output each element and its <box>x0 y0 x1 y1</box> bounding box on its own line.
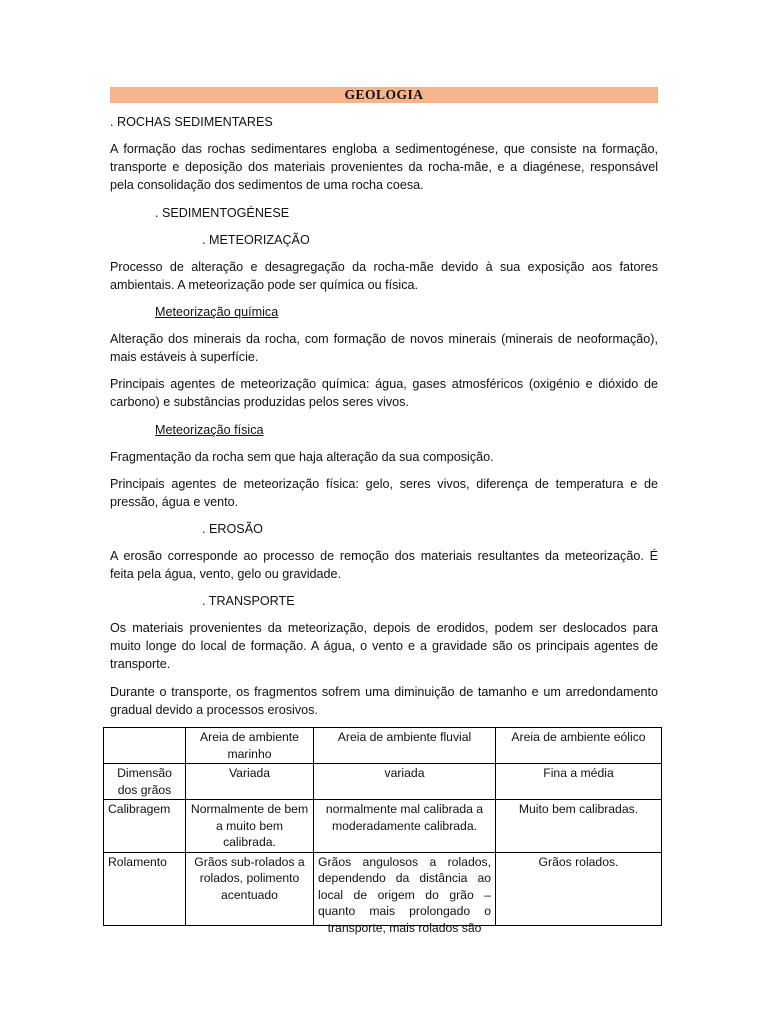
table-cell-fluvial <box>314 852 496 935</box>
table-cell-marinho: Normalmente de bem a muito bem calibrada. <box>186 800 314 853</box>
paragraph-meteorizacao: Processo de alteração e desagregação da rocha-mãe devido à sua exposição aos fatores ambientais. A meteorização pode ser química ou física. <box>110 260 658 292</box>
table-cell-fluvial: normalmente mal calibrada a moderadamente calibrada. <box>314 800 496 853</box>
table-row-label: Calibragem <box>104 800 186 853</box>
table-row-label: Dimensão dos grãos <box>104 764 186 800</box>
paragraph-transporte-1: Os materiais provenientes da meteorização, depois de erodidos, podem ser deslocados para muito longe do local de formação. A água, o vento e a gravidade são os principais agentes de transporte. <box>110 621 658 671</box>
heading-erosao: . EROSÃO <box>202 522 263 536</box>
table-header-eolico: Areia de ambiente eólico <box>496 728 662 764</box>
table-row <box>104 800 662 853</box>
table-cell-marinho: Variada <box>186 764 314 800</box>
paragraph-fisica-2: Principais agentes de meteorização física: gelo, seres vivos, diferença de temperatura e de pressão, água e vento. <box>110 477 658 509</box>
table-header-marinho: Areia de ambiente marinho <box>186 728 314 764</box>
paragraph-quimica-1: Alteração dos minerais da rocha, com formação de novos minerais (minerais de neoformação), mais estáveis à superfície. <box>110 332 658 364</box>
heading-rochas-sedimentares: . ROCHAS SEDIMENTARES <box>110 115 273 129</box>
table-header-empty <box>104 728 186 764</box>
table-cell-marinho: Grãos sub-rolados a rolados, polimento acentuado <box>186 852 314 925</box>
table-cell-eolico: Grãos rolados. <box>496 852 662 925</box>
table-cell-eolico: Muito bem calibradas. <box>496 800 662 853</box>
heading-transporte: . TRANSPORTE <box>202 594 295 608</box>
heading-meteorizacao: . METEORIZAÇÃO <box>202 233 310 247</box>
table-cell-fluvial: variada <box>314 764 496 800</box>
table-cell-fluvial-text: Grãos angulosos a rolados, dependendo da distância ao local de origem do grão – quanto mais prolongado o transporte, mais rolados são <box>318 854 491 935</box>
document-title: GEOLOGIA <box>110 87 658 103</box>
table-cell-eolico: Fina a média <box>496 764 662 800</box>
table-header-row <box>104 728 662 764</box>
paragraph-erosao: A erosão corresponde ao processo de remoção dos materiais resultantes da meteorização. É feita pela água, vento, gelo ou gravidade. <box>110 549 658 581</box>
heading-meteorizacao-fisica: Meteorização física <box>155 423 264 437</box>
heading-sedimentogenese: . SEDIMENTOGÉNESE <box>155 206 290 220</box>
paragraph-fisica-1: Fragmentação da rocha sem que haja alteração da sua composição. <box>110 450 494 464</box>
heading-meteorizacao-quimica: Meteorização química <box>155 305 279 319</box>
sand-comparison-table <box>103 727 662 935</box>
table-row <box>104 852 662 925</box>
table-row-label: Rolamento <box>104 852 186 925</box>
paragraph-rochas-intro: A formação das rochas sedimentares engloba a sedimentogénese, que consiste na formação, transporte e deposição dos materiais provenientes da rocha-mãe, e a diagénese, responsável pela consolidação dos sedimentos de uma rocha coesa. <box>110 142 658 192</box>
paragraph-quimica-2: Principais agentes de meteorização química: água, gases atmosféricos (oxigénio e dióxido de carbono) e substâncias produzidas pelos seres vivos. <box>110 377 658 409</box>
table-row <box>104 764 662 800</box>
paragraph-transporte-2: Durante o transporte, os fragmentos sofrem uma diminuição de tamanho e um arredondamento gradual devido a processos erosivos. <box>110 685 658 717</box>
table-header-fluvial: Areia de ambiente fluvial <box>314 728 496 764</box>
